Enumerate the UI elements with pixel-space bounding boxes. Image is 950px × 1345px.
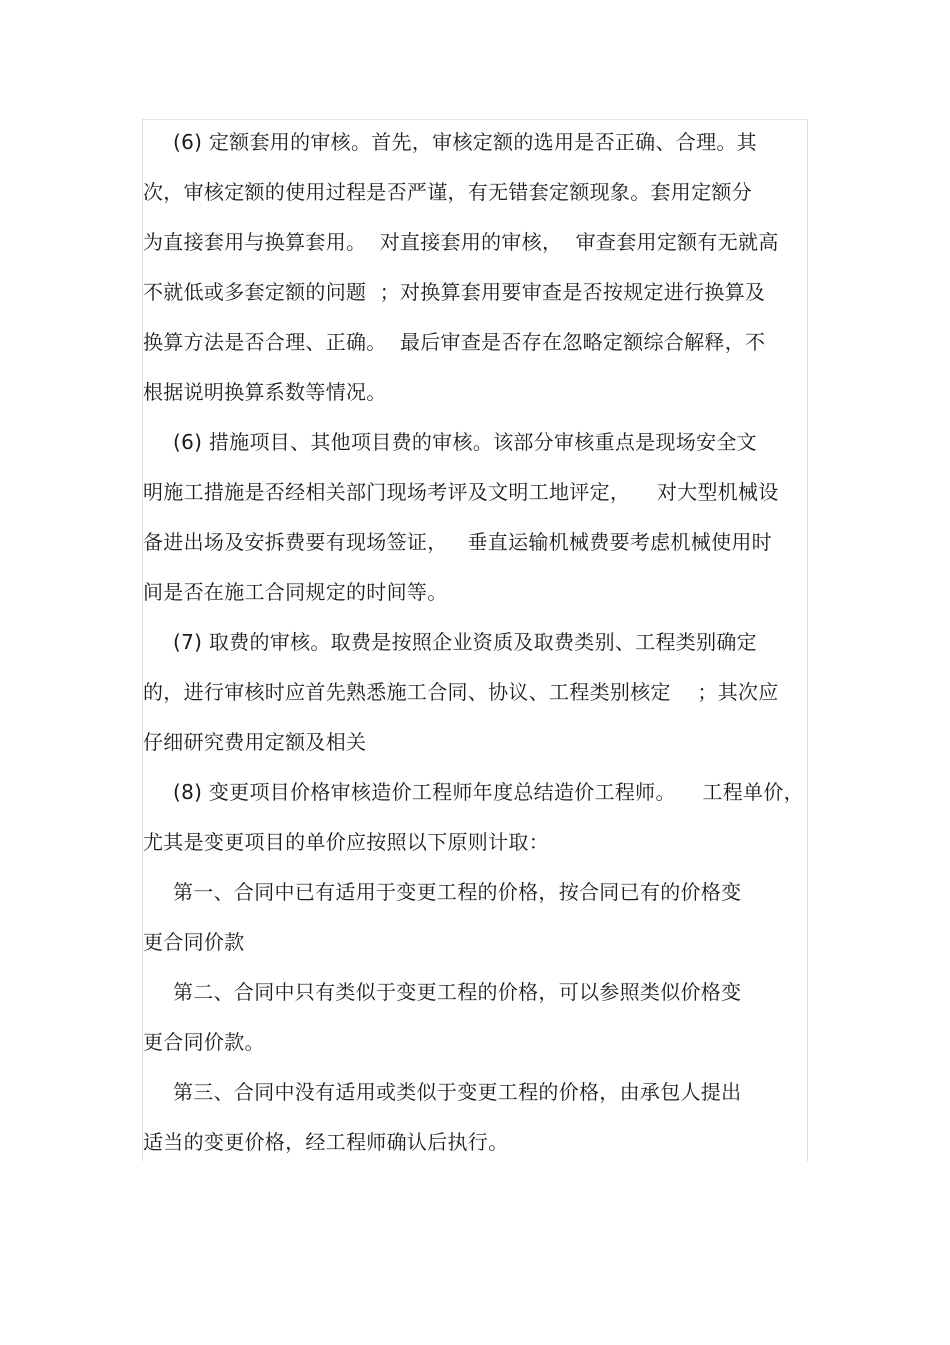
text-line: 尤其是变更项目的单价应按照以下原则计取： <box>143 830 549 854</box>
text-line: 根据说明换算系数等情况。 <box>143 380 387 404</box>
text-line: 明施工措施是否经相关部门现场考评及文明工地评定， 对大型机械设 <box>143 480 779 504</box>
text-line: 更合同价款 <box>143 930 245 954</box>
text-line: 适当的变更价格，经工程师确认后执行。 <box>143 1130 509 1154</box>
text-line: 换算方法是否合理、正确。 最后审查是否存在忽略定额综合解释，不 <box>143 330 766 354</box>
text-line: 间是否在施工合同规定的时间等。 <box>143 580 448 604</box>
text-line: 第一、合同中已有适用于变更工程的价格，按合同已有的价格变 <box>173 880 742 904</box>
text-line: (6) 定额套用的审核。首先，审核定额的选用是否正确、合理。其 <box>173 130 757 154</box>
text-line: 的，进行审核时应首先熟悉施工合同、协议、工程类别核定 ；其次应 <box>143 680 779 704</box>
text-line: 次，审核定额的使用过程是否严谨，有无错套定额现象。套用定额分 <box>143 180 752 204</box>
text-line: 不就低或多套定额的问题 ；对换算套用要审查是否按规定进行换算及 <box>143 280 766 304</box>
text-line: 更合同价款。 <box>143 1030 265 1054</box>
text-line: (6) 措施项目、其他项目费的审核。该部分审核重点是现场安全文 <box>173 430 757 454</box>
text-line: 第二、合同中只有类似于变更工程的价格，可以参照类似价格变 <box>173 980 742 1004</box>
text-line: (8) 变更项目价格审核造价工程师年度总结造价工程师。 工程单价， <box>173 780 804 804</box>
text-line: 备进出场及安拆费要有现场签证， 垂直运输机械费要考虑机械使用时 <box>143 530 772 554</box>
text-line: 第三、合同中没有适用或类似于变更工程的价格，由承包人提出 <box>173 1080 742 1104</box>
text-line: (7) 取费的审核。取费是按照企业资质及取费类别、工程类别确定 <box>173 630 757 654</box>
text-line: 仔细研究费用定额及相关 <box>143 730 367 754</box>
text-line: 为直接套用与换算套用。 对直接套用的审核， 审查套用定额有无就高 <box>143 230 779 254</box>
